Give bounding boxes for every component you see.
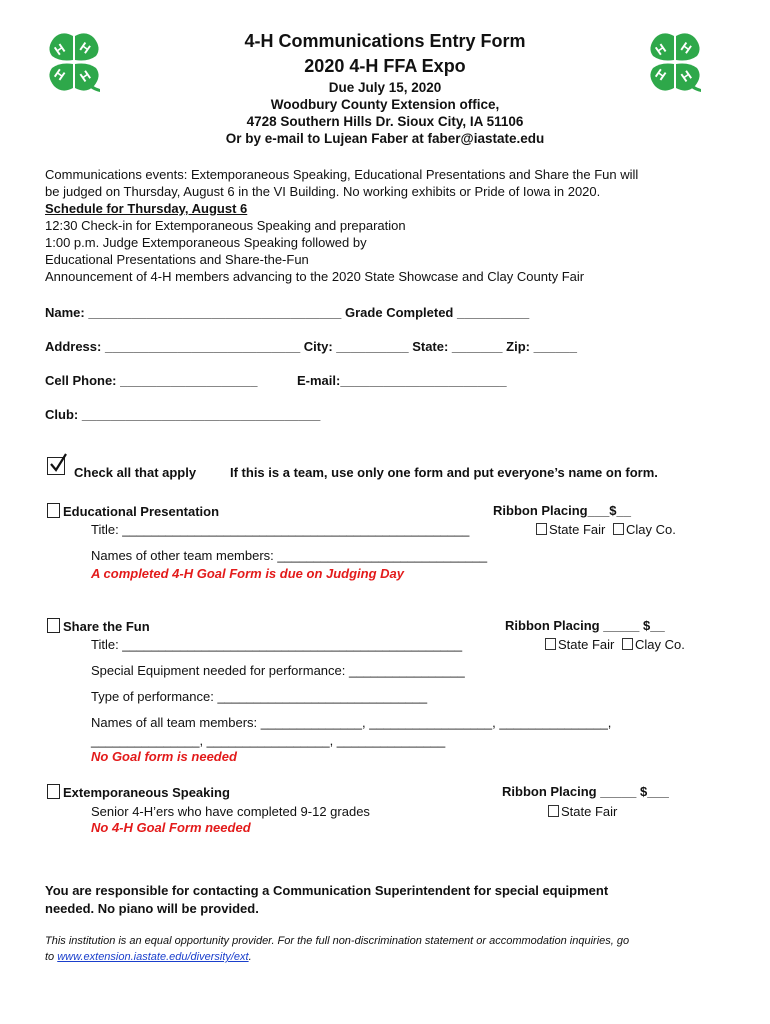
edu-ribbon-placing[interactable]: Ribbon Placing___$__ xyxy=(493,503,631,518)
email-field[interactable]: E-mail:_______________________ xyxy=(297,373,507,388)
ext-state-fair-checkbox[interactable] xyxy=(548,805,559,817)
check-all-label: Check all that apply xyxy=(74,465,197,480)
responsibility-line-1: You are responsible for contacting a Communication Superintendent for special equipment xyxy=(45,883,609,898)
stf-members-field-2[interactable]: _______________, _________________, _______________ xyxy=(91,733,446,748)
club-field[interactable]: Club: _________________________________ xyxy=(45,407,321,422)
stf-label: Share the Fun xyxy=(63,619,150,634)
eo-statement-line-2 xyxy=(45,951,252,963)
svg-text:H: H xyxy=(77,67,94,85)
responsibility-line-2: needed. No piano will be provided. xyxy=(45,901,259,916)
ext-state-fair-label: State Fair xyxy=(561,804,618,819)
ext-label: Extemporaneous Speaking xyxy=(63,785,230,800)
edu-goal-form-note: A completed 4-H Goal Form is due on Judging Day xyxy=(91,566,404,581)
svg-text:H: H xyxy=(678,39,695,57)
eo-statement-line-1: This institution is an equal opportunity provider. For the full non-discrimination statement or accommodation inquiries, go xyxy=(45,935,630,947)
edu-fair-options xyxy=(536,522,676,537)
svg-text:H: H xyxy=(51,40,68,59)
ext-goal-form-note: No 4-H Goal Form needed xyxy=(91,820,251,835)
stf-fair-options xyxy=(545,637,685,652)
edu-checkbox-row[interactable] xyxy=(47,503,219,519)
svg-text:H: H xyxy=(678,67,695,85)
svg-text:H: H xyxy=(652,65,669,84)
intro-line-2: be judged on Thursday, August 6 in the VI Building. No working exhibits or Pride of Iowa in 2020. xyxy=(45,184,601,199)
stf-type-field[interactable]: Type of performance: _____________________________ xyxy=(91,689,428,704)
schedule-heading: Schedule for Thursday, August 6 xyxy=(45,201,248,216)
ext-checkbox[interactable] xyxy=(47,784,60,799)
ext-checkbox-row[interactable] xyxy=(47,784,230,800)
edu-label: Educational Presentation xyxy=(63,504,220,519)
edu-clay-label: Clay Co. xyxy=(625,522,676,537)
edu-clay-checkbox[interactable] xyxy=(613,523,624,535)
eo-suffix: . xyxy=(248,951,252,963)
schedule-item-1: 12:30 Check-in for Extemporaneous Speaking and preparation xyxy=(45,218,406,233)
stf-members-field-1[interactable]: Names of all team members: ______________, _________________, _______________, xyxy=(91,715,612,730)
cell-phone-field[interactable]: Cell Phone: ___________________ xyxy=(45,373,258,388)
svg-text:H: H xyxy=(51,65,68,84)
ext-fair-options xyxy=(548,804,617,819)
name-grade-field[interactable]: Name: ___________________________________ Grade Completed __________ xyxy=(45,305,530,320)
intro-line-1: Communications events: Extemporaneous Speaking, Educational Presentations and Share the Fun will xyxy=(45,167,639,182)
stf-clay-label: Clay Co. xyxy=(634,637,685,652)
office-address: 4728 Southern Hills Dr. Sioux City, IA 51106 xyxy=(246,114,524,129)
schedule-item-2: 1:00 p.m. Judge Extemporaneous Speaking followed by xyxy=(45,235,367,250)
ext-description: Senior 4-H’ers who have completed 9-12 grades xyxy=(91,804,370,819)
edu-title-field[interactable]: Title: ________________________________________________ xyxy=(91,522,470,537)
due-date: Due July 15, 2020 xyxy=(328,80,442,95)
schedule-item-3: Educational Presentations and Share-the-Fun xyxy=(45,252,309,267)
stf-state-fair-checkbox[interactable] xyxy=(545,638,556,650)
checkmark-icon xyxy=(49,453,67,473)
address-field[interactable]: Address: ___________________________ City: __________ State: _______ Zip: ______ xyxy=(45,339,577,354)
stf-checkbox-row[interactable] xyxy=(47,618,150,634)
schedule-item-4: Announcement of 4-H members advancing to the 2020 State Showcase and Clay County Fair xyxy=(45,269,585,284)
stf-checkbox[interactable] xyxy=(47,618,60,633)
svg-text:H: H xyxy=(77,39,94,57)
svg-text:H: H xyxy=(652,40,669,59)
stf-goal-form-note: No Goal form is needed xyxy=(91,749,237,764)
edu-checkbox[interactable] xyxy=(47,503,60,518)
edu-team-members-field[interactable]: Names of other team members: _____________________________ xyxy=(91,548,488,563)
stf-clay-checkbox[interactable] xyxy=(622,638,633,650)
edu-state-fair-label: State Fair xyxy=(549,522,606,537)
stf-equipment-field[interactable]: Special Equipment needed for performance: ________________ xyxy=(91,663,465,678)
form-subtitle: 2020 4-H FFA Expo xyxy=(304,56,466,76)
form-title: 4-H Communications Entry Form xyxy=(244,31,526,51)
email-instructions: Or by e-mail to Lujean Faber at faber@iastate.edu xyxy=(225,131,545,146)
stf-title-field[interactable]: Title: _______________________________________________ xyxy=(91,637,463,652)
ext-ribbon-placing[interactable]: Ribbon Placing _____ $___ xyxy=(502,784,669,799)
eo-prefix: to xyxy=(45,951,58,963)
office-name: Woodbury County Extension office, xyxy=(270,97,500,112)
edu-state-fair-checkbox[interactable] xyxy=(536,523,547,535)
diversity-link[interactable]: www.extension.iastate.edu/diversity/ext xyxy=(57,951,249,963)
team-note: If this is a team, use only one form and put everyone’s name on form. xyxy=(230,465,658,480)
stf-ribbon-placing[interactable]: Ribbon Placing _____ $__ xyxy=(505,618,665,633)
stf-state-fair-label: State Fair xyxy=(558,637,615,652)
check-all-checkbox xyxy=(47,457,65,475)
